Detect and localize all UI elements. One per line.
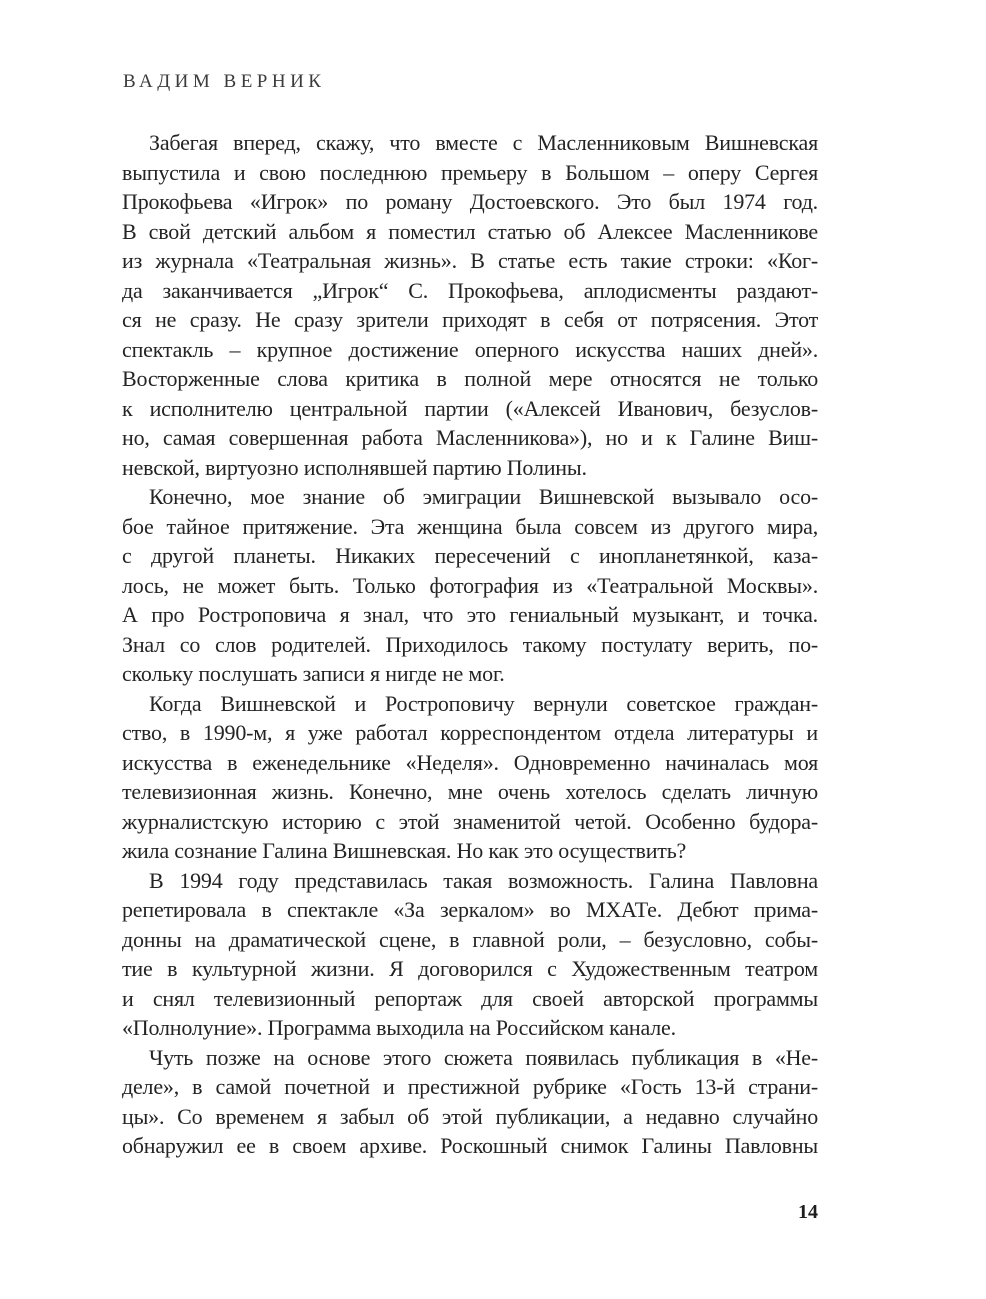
text-line: В свой детский альбом я поместил статью об Алексее Масленникове [122,218,818,244]
text-line: лось, не может быть. Только фотография из «Театральной Москвы». [122,572,818,598]
text-line: А про Ростроповича я знал, что это гениальный музыкант, и точка. [122,602,818,627]
text-line: тие в культурной жизни. Я договорился с Художественным театром [122,956,818,981]
text-line: Конечно, мое знание об эмиграции Вишневской вызывало осо- [149,484,818,509]
text-line: цы». Со временем я забыл об этой публикации, а недавно случайно [122,1103,818,1129]
text-line: Знал со слов родителей. Приходилось такому постулату верить, по- [122,631,818,657]
body-text [122,128,818,1161]
text-line: и снял телевизионный репортаж для своей авторской программы [122,985,818,1011]
text-line: Забегая вперед, скажу, что вместе с Масленниковым Вишневская [149,130,818,155]
text-line: репетировала в спектакле «За зеркалом» во МХАТе. Дебют прима- [122,897,818,922]
text-line: Прокофьева «Игрок» по роману Достоевского. Это был 1974 год. [122,189,818,214]
running-header: ВАДИМ ВЕРНИК [123,71,326,92]
text-line: спектакль – крупное достижение оперного искусства наших дней». [122,336,818,362]
text-line: телевизионная жизнь. Конечно, мне очень хотелось сделать личную [122,779,818,804]
text-line: донны на драматической сцене, в главной роли, – безусловно, собы- [122,926,818,952]
text-line: журналистскую историю с этой знаменитой четой. Особенно будора- [122,808,818,834]
text-line: да заканчивается „Игрок“ С. Прокофьева, аплодисменты раздают- [122,277,818,303]
text-line: Восторженные слова критика в полной мере относятся не только [122,366,818,391]
text-line: Чуть позже на основе этого сюжета появилась публикация в «Не- [149,1044,818,1070]
text-line: деле», в самой почетной и престижной рубрике «Гость 13-й страни- [122,1074,818,1099]
text-line: жила сознание Галина Вишневская. Но как это осуществить? [122,838,687,863]
text-line: Когда Вишневской и Ростроповичу вернули советское граждан- [149,690,818,716]
text-line: к исполнителю центральной партии («Алексей Иванович, безуслов- [122,395,818,421]
paragraph [122,689,818,866]
text-line: «Полнолуние». Программа выходила на Российском канале. [122,1015,676,1040]
text-line: ся не сразу. Не сразу зрители приходят в себя от потрясения. Этот [122,307,818,332]
text-line: бое тайное притяжение. Эта женщина была совсем из другого мира, [122,513,818,539]
text-line: выпустила и свою последнюю премьеру в Большом – оперу Сергея [122,159,818,185]
text-line: В 1994 году представилась такая возможность. Галина Павловна [149,867,818,893]
text-line: искусства в еженедельнике «Неделя». Одновременно начиналась моя [122,749,818,775]
text-line: но, самая совершенная работа Масленникова»), но и к Галине Виш- [122,425,818,450]
page-number: 14 [798,1201,818,1223]
paragraph [122,128,818,482]
text-line: скольку послушать записи я нигде не мог. [122,661,505,686]
text-line: ство, в 1990-м, я уже работал корреспондентом отдела литературы и [122,720,818,745]
text-line: из журнала «Театральная жизнь». В статье есть такие строки: «Ког- [122,248,818,273]
text-line: невской, виртуозно исполнявшей партию Полины. [122,454,587,480]
paragraph [122,866,818,1043]
text-line: с другой планеты. Никаких пересечений с инопланетянкой, каза- [122,543,818,568]
text-line: обнаружил ее в своем архиве. Роскошный снимок Галины Павловны [122,1133,818,1158]
paragraph [122,1043,818,1161]
paragraph [122,482,818,689]
